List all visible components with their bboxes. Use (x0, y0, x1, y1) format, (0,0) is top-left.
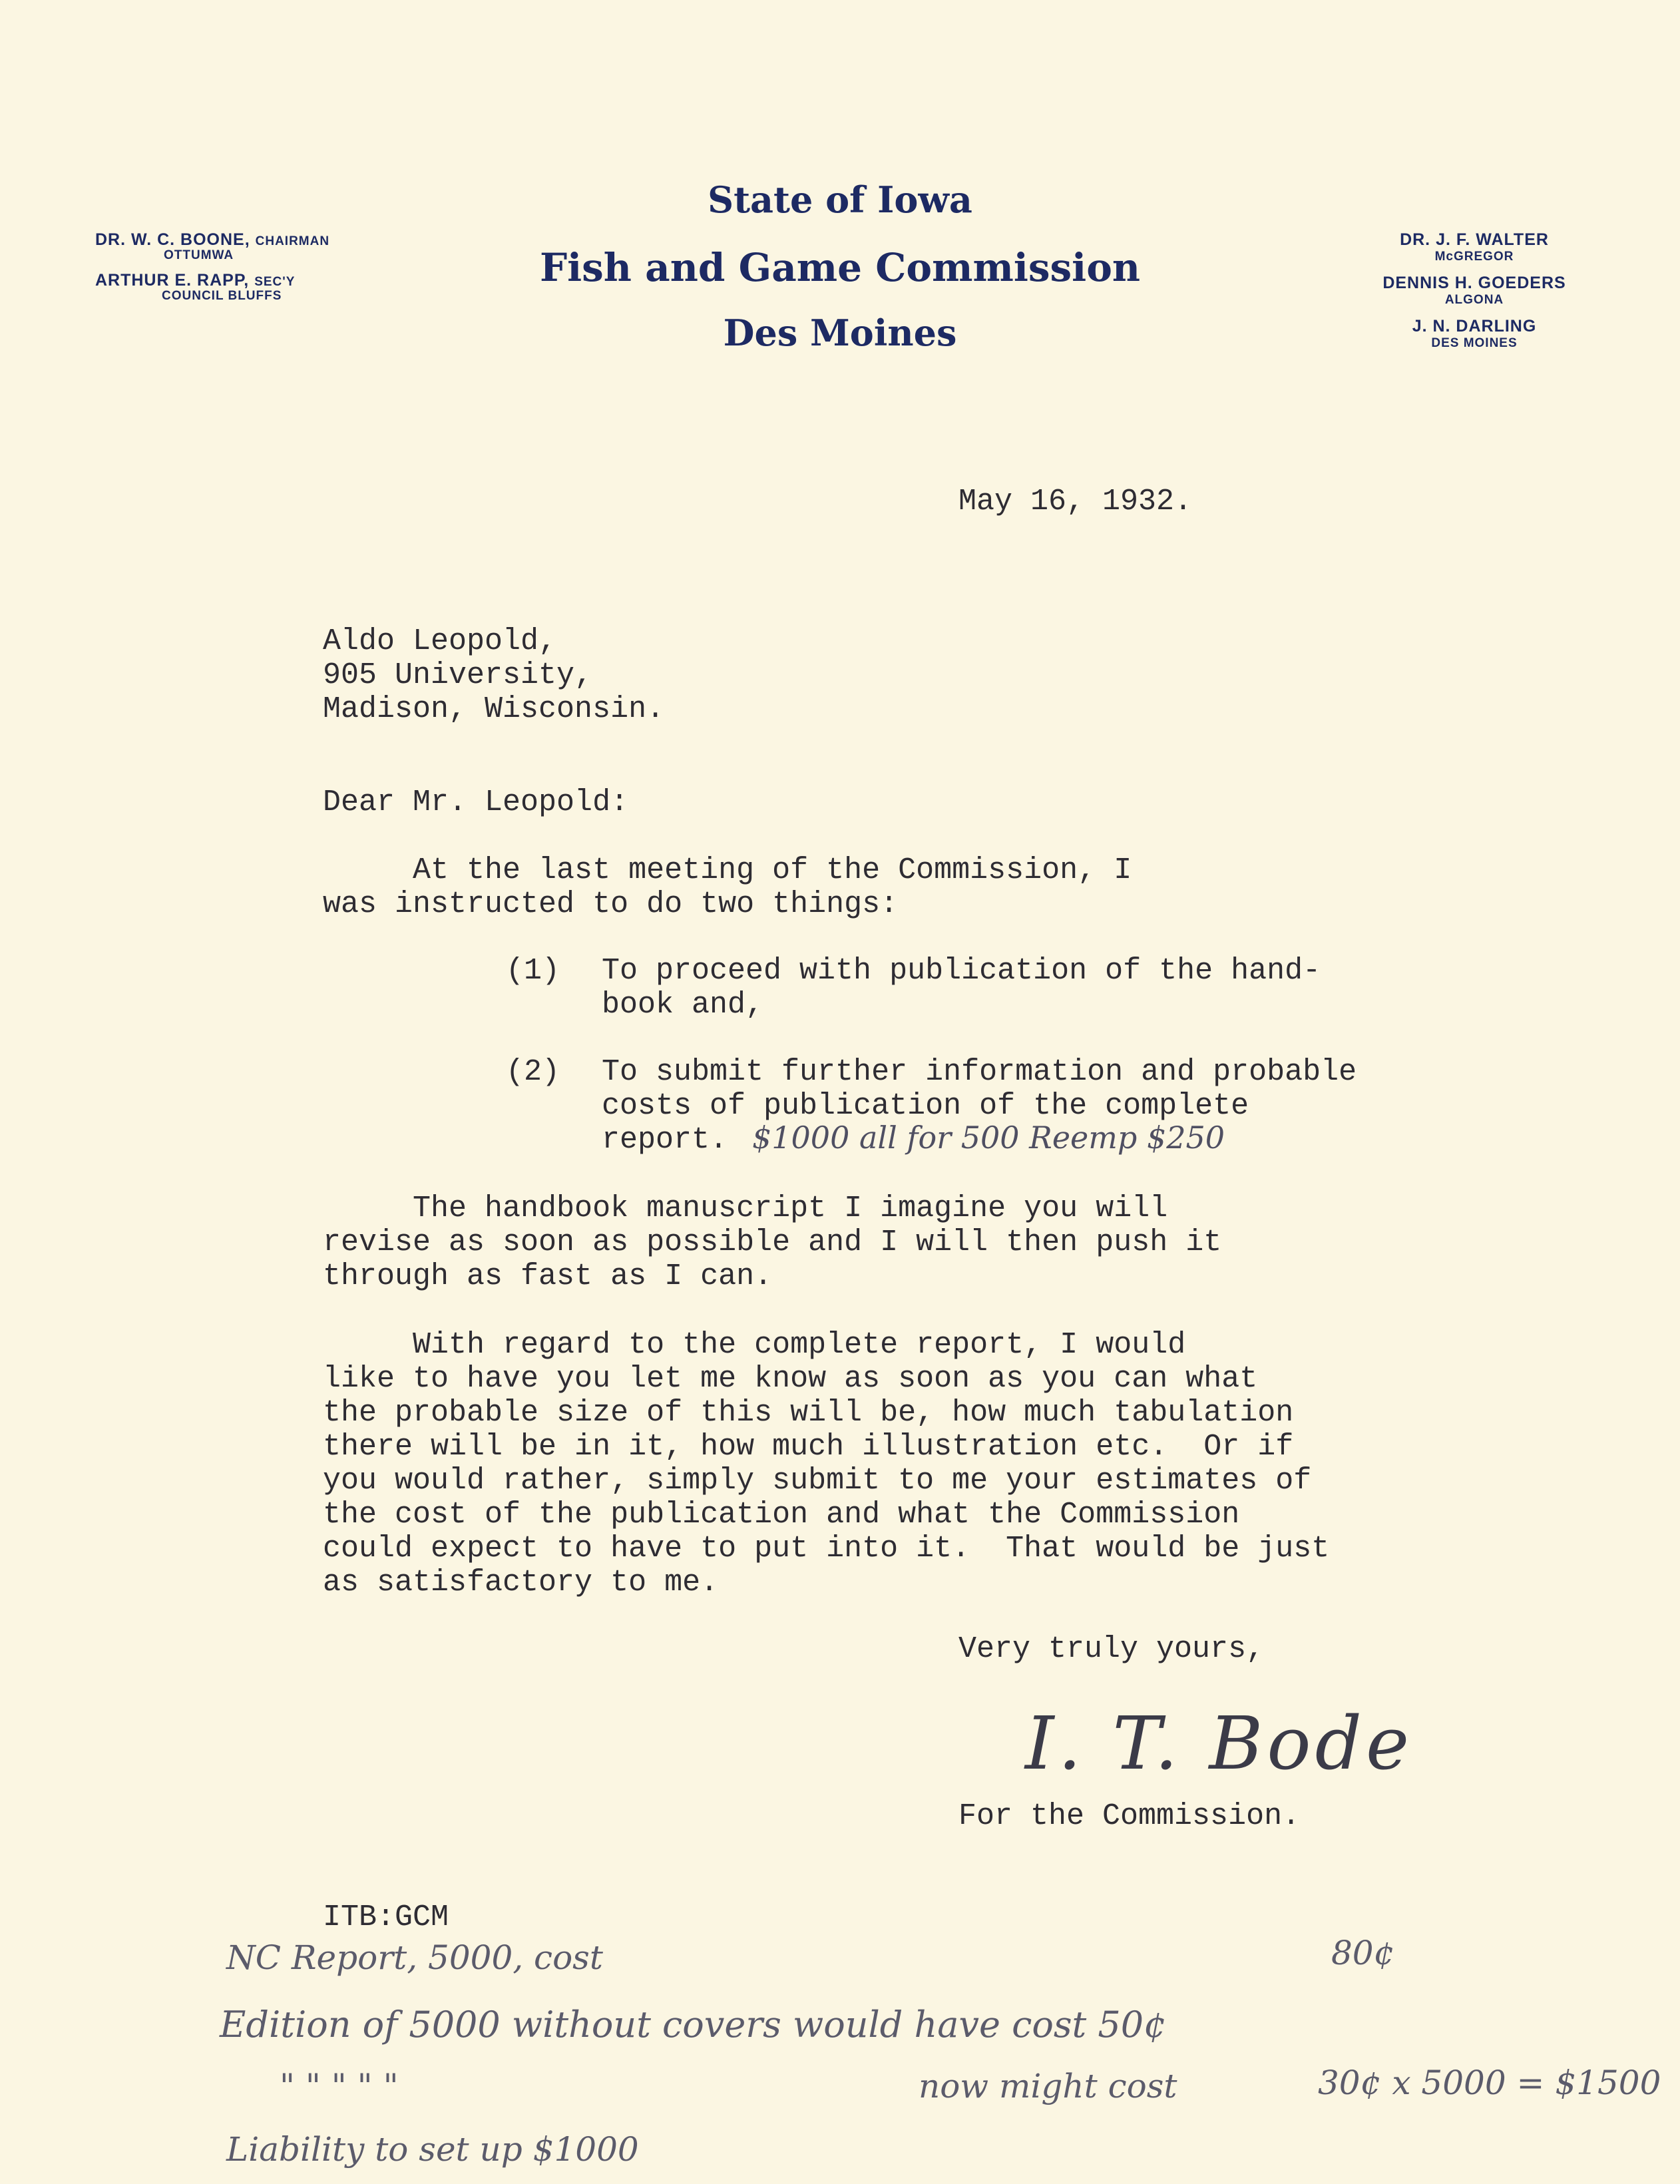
member-role: CHAIRMAN (255, 234, 330, 248)
handwritten-report-note: $1000 all for 500 Reemp $250 (752, 1120, 1225, 1156)
paragraph-3 (323, 1328, 1329, 1600)
body-line: could expect to have to put into it. That would be just (323, 1532, 1330, 1566)
paragraph-2 (323, 1192, 1221, 1293)
handwritten-line-1: NC Report, 5000, cost (226, 1938, 603, 1977)
letter-date: May 16, 1932. (958, 485, 1193, 519)
salutation: Dear Mr. Leopold: (323, 785, 629, 819)
body-line: the cost of the publication and what the Commission (323, 1498, 1240, 1532)
body-line: With regard to the complete report, I would (323, 1328, 1186, 1362)
address-line: Aldo Leopold, (323, 624, 557, 658)
closing: Very truly yours, (958, 1632, 1265, 1666)
letterhead-title-line1: State of Iowa (708, 178, 972, 221)
letterhead-title-line2: Fish and Game Commission (539, 245, 1141, 290)
body-line: the probable size of this will be, how much tabulation (323, 1396, 1294, 1430)
item-line: costs of publication of the complete (602, 1089, 1249, 1123)
body-line: At the last meeting of the Commission, I (323, 853, 1132, 887)
item-line: report. (602, 1123, 728, 1157)
item-line: To submit further information and probable (602, 1055, 1357, 1089)
member-city: OTTUMWA (164, 248, 234, 262)
handwritten-line-3-ditto: " " " " " (280, 2067, 399, 2105)
member-walter (1365, 230, 1584, 264)
item-1-number: (1) (506, 954, 560, 988)
body-line: was instructed to do two things: (323, 887, 899, 921)
member-darling (1365, 317, 1584, 351)
member-name: DR. J. F. WALTER (1400, 230, 1549, 249)
handwritten-line-3-calc: 30¢ x 5000 = $1500 (1318, 2064, 1661, 2102)
body-line: revise as soon as possible and I will then push it (323, 1225, 1222, 1259)
body-line: as satisfactory to me. (323, 1566, 719, 1600)
item-line: To proceed with publication of the hand- (602, 954, 1321, 988)
typist-initials: ITB:GCM (323, 1900, 449, 1934)
member-name: J. N. DARLING (1412, 317, 1537, 335)
letterhead-title-line3: Des Moines (723, 312, 957, 354)
member-name: DR. W. C. BOONE, (95, 230, 256, 249)
member-role: SEC'Y (254, 275, 296, 289)
body-line: The handbook manuscript I imagine you will (323, 1192, 1168, 1225)
handwritten-line-3-text: now might cost (919, 2067, 1177, 2105)
member-name: DENNIS H. GOEDERS (1382, 274, 1566, 292)
letterhead-right (1365, 230, 1584, 351)
item-2-number: (2) (506, 1055, 560, 1089)
body-line: you would rather, simply submit to me your estimates of (323, 1464, 1312, 1498)
body-line: through as fast as I can. (323, 1259, 773, 1293)
handwritten-line-1-amount: 80¢ (1331, 1934, 1395, 1972)
address-line: Madison, Wisconsin. (323, 692, 665, 726)
member-city: COUNCIL BLUFFS (162, 289, 282, 303)
member-city: DES MOINES (1431, 336, 1518, 350)
for-line: For the Commission. (958, 1799, 1301, 1833)
address-line: 905 University, (323, 658, 593, 692)
member-name: ARTHUR E. RAPP, (95, 271, 255, 290)
paragraph-1 (323, 853, 1132, 921)
body-line: there will be in it, how much illustration etc. Or if (323, 1430, 1294, 1464)
member-city: McGREGOR (1434, 250, 1514, 264)
handwritten-line-2: Edition of 5000 without covers would have cost 50¢ (220, 2004, 1167, 2046)
item-1-text (602, 954, 1321, 1022)
member-goeders (1365, 274, 1584, 308)
recipient-address (323, 624, 664, 726)
item-line: book and, (602, 988, 764, 1022)
body-line: like to have you let me know as soon as you can what (323, 1362, 1258, 1396)
handwritten-line-4: Liability to set up $1000 (226, 2130, 639, 2169)
signature: I. T. Bode (1025, 1701, 1414, 1786)
member-city: ALGONA (1444, 293, 1504, 307)
